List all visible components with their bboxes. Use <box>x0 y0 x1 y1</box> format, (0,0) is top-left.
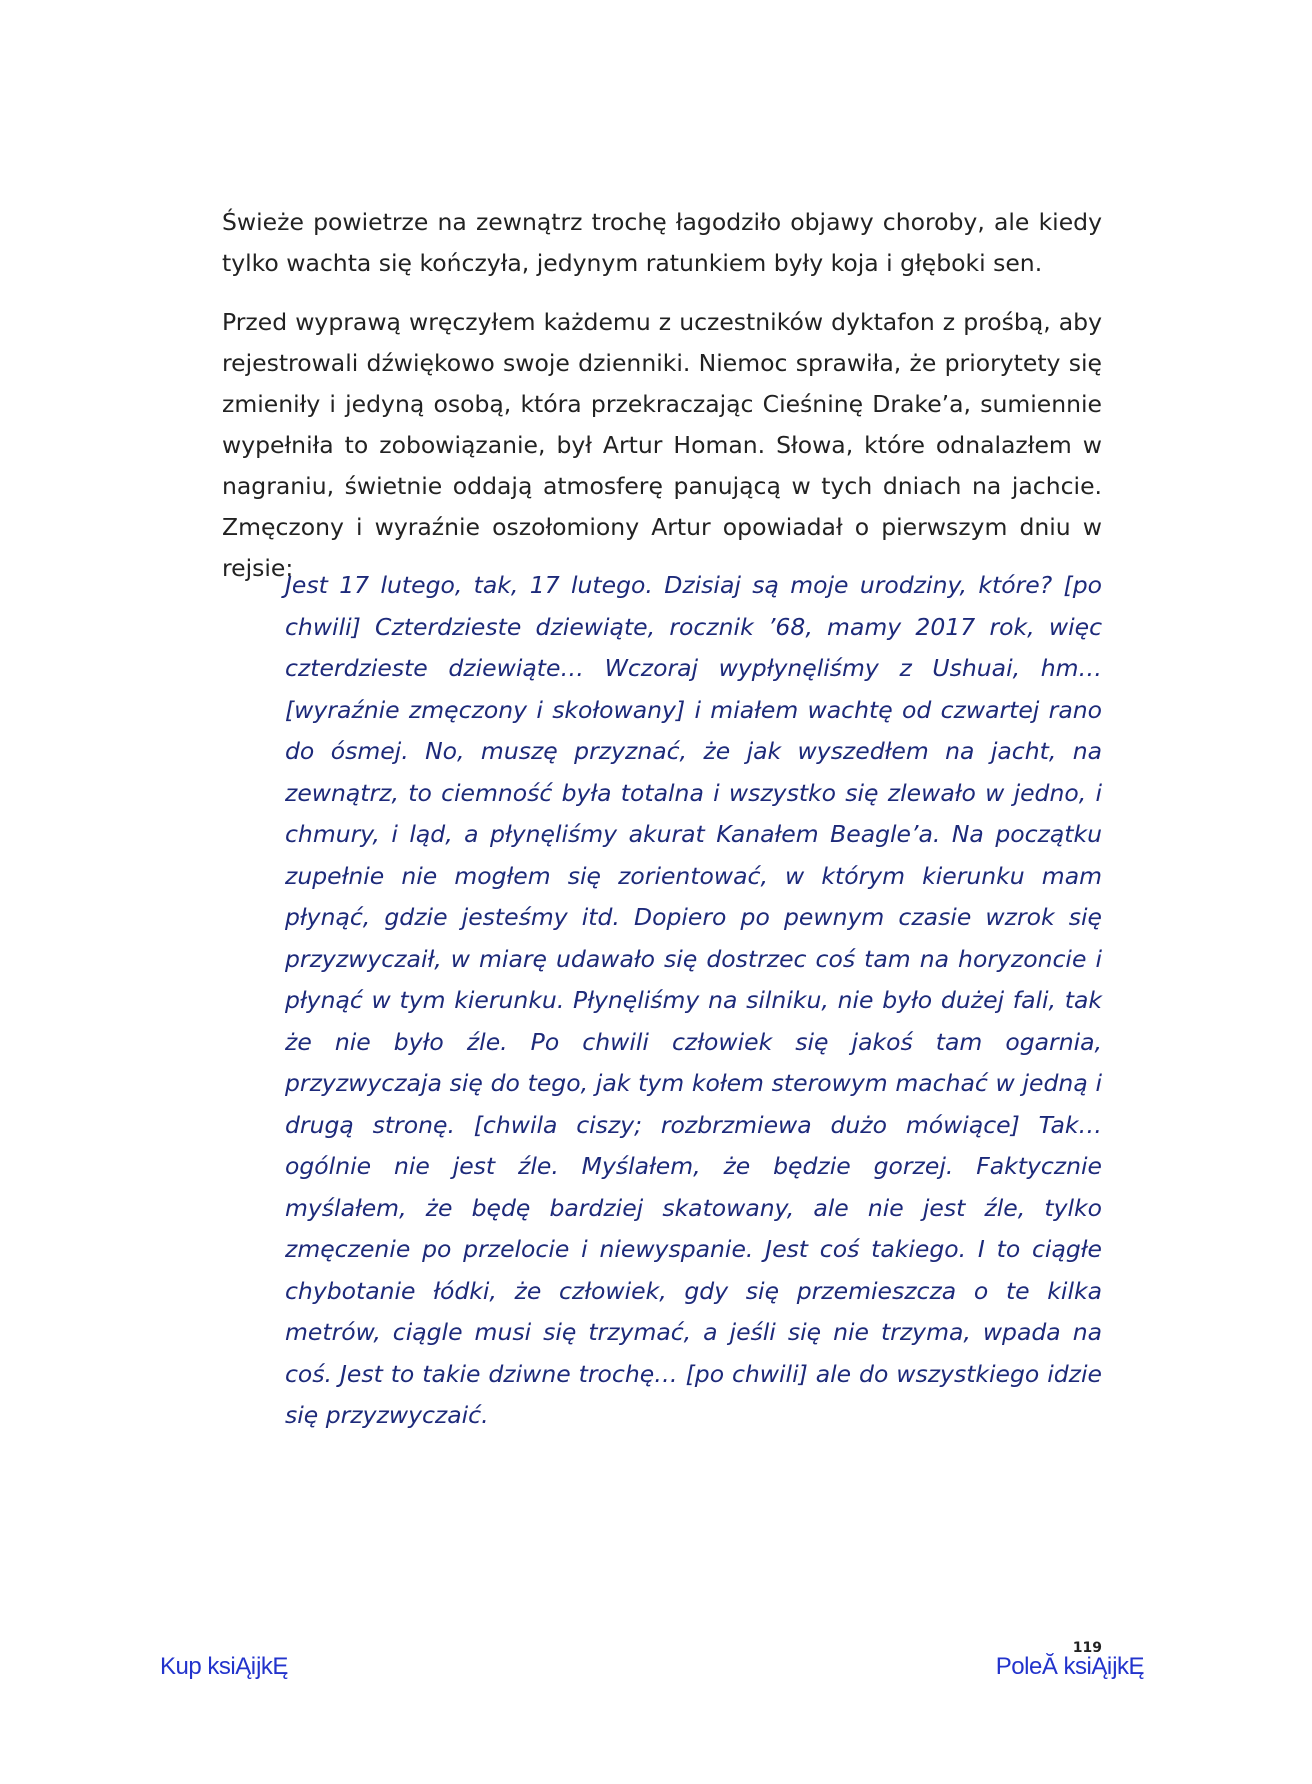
quoted-recording-transcript: Jest 17 lutego, tak, 17 lutego. Dzisiaj są moje urodziny, które? [po chwili] Czterdzieste dziewiąte, rocznik ’68, mamy 2017 rok, więc czterdzieste dziewiąte… Wczoraj wypłynęliśmy z Ushuai, hm… [wyraźnie zmęczony i skołowany] i miałem wachtę od czwartej rano do ósmej. No, muszę przyznać, że jak wyszedłem na jacht, na zewnątrz, to ciemność była totalna i wszystko się zlewało w jedno, i chmury, i ląd, a płynęliśmy akurat Kanałem Beagle’a. Na początku zupełnie nie mogłem się zorientować, w którym kierunku mam płynąć, gdzie jesteśmy itd. Dopiero po pewnym czasie wzrok się przyzwyczaił, w miarę udawało się dostrzec coś tam na horyzoncie i płynąć w tym kierunku. Płynęliśmy na silniku, nie było dużej fali, tak że nie było źle. Po chwili człowiek się jakoś tam ogarnia, przyzwyczaja się do tego, jak tym kołem sterowym machać w jedną i drugą stronę. [chwila ciszy; rozbrzmiewa dużo mówiące] Tak… ogólnie nie jest źle. Myślałem, że będzie gorzej. Faktycznie myślałem, że będę bardziej skatowany, ale nie jest źle, tylko zmęczenie po przelocie i niewyspanie. Jest coś takiego. I to ciągłe chybotanie łódki, że człowiek, gdy się przemieszcza o te kilka metrów, ciągle musi się trzymać, a jeśli się nie trzyma, wpada na coś. Jest to takie dziwne trochę… [po chwili] ale do wszystkiego idzie się przyzwyczaić. <box>285 571 1102 1429</box>
buy-book-link[interactable]: Kup ksiĄĳkĘ <box>160 1653 288 1680</box>
rate-book-link[interactable]: PoleĂ ksiĄĳkĘ <box>995 1653 1144 1680</box>
body-paragraph: Świeże powietrze na zewnątrz trochę łagodziło objawy choroby, ale kiedy tylko wachta się kończyła, jedynym ratunkiem były koja i głęboki sen. <box>222 208 1102 277</box>
page-number: 119 <box>1072 1640 1102 1656</box>
body-paragraph: Przed wyprawą wręczyłem każdemu z uczestników dyktafon z prośbą, aby rejestrowali dźwiękowo swoje dzienniki. Niemoc sprawiła, że priorytety się zmieniły i jedyną osobą, która przekraczając Cieśninę Drake’a, sumiennie wypełniła to zobowiązanie, był Artur Homan. Słowa, które odnalazłem w nagraniu, świetnie oddają atmosferę panującą w tych dniach na jachcie. Zmęczony i wyraźnie oszołomiony Artur opowiadał o pierwszym dniu w rejsie: <box>222 308 1102 582</box>
